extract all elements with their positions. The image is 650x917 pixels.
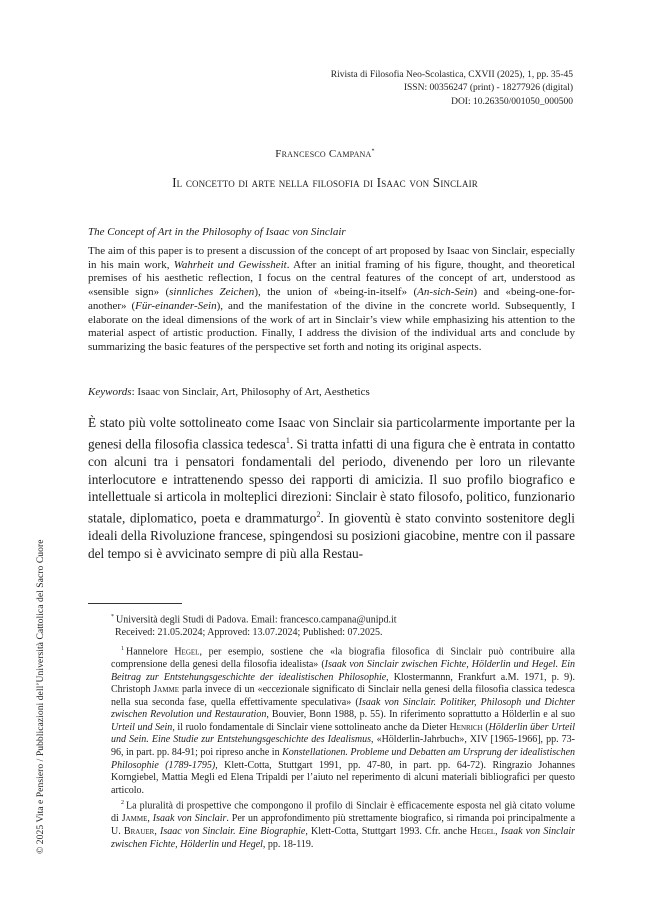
keywords-label: Keywords — [88, 386, 132, 398]
note-segment: , — [154, 825, 161, 837]
note-segment: , per esempio, sostiene che «la biografia filosofica di Sinclair può contribuire alla comprensione della genesi della filosofia idealista» ( — [111, 646, 575, 670]
publication-dates: Received: 21.05.2024; Approved: 13.07.2024; Published: 07.2025. — [115, 627, 383, 639]
cited-work: Hölderlin über Urteil und Sein. Eine Studie zur Entstehungsgeschichte des Idealismus — [111, 721, 575, 746]
abstract-english-title: The Concept of Art in the Philosophy of Isaac von Sinclair — [88, 226, 346, 238]
note-segment: , — [495, 825, 501, 837]
abstract-segment: ), the union of «being-in-itself» ( — [254, 286, 418, 299]
cited-author: Henrich — [449, 721, 483, 733]
author-affiliation: Università degli Studi di Padova. Email: francesco.campana@unipd.it — [116, 614, 397, 626]
footnote-ref[interactable]: 1 — [285, 435, 290, 445]
abstract-segment: . After an initial framing of his figure, thought, and theoretical premises of his aesthetic reflection, I focus on the central features of the concept of art, understood as «sensible sign» ( — [88, 258, 575, 299]
body-segment: . Si tratta infatti di una figura che è entrata in contatto con alcuni tra i pensatori fondamentali del periodo, divenendo per loro un rilevante interlocutore e intrattenendo spesso dei rapporti di amicizia. Il suo profilo biografico e intellettuale si articola in molteplici direzioni: Sinclair è stato filosofo, politico, funzionario statale, diplomatico, poeta e drammaturgo — [88, 436, 575, 526]
abstract-segment: ), and the manifestation of the divine in the concrete world. Subsequently, I elaborate on the ideal dimensions of the work of art in Sinclair’s view while emphasizing his attention to the material aspect of artistic production. Finally, I address the division of the individual arts and conclude by summarizing the basic features of the perspective set forth and noting its original aspects. — [88, 299, 575, 353]
note-segment: , Klostermannn, Frankfurt a.M. 1971, p. 9). Christoph — [111, 671, 575, 696]
note-segment: parla invece di un «eccezionale significato di Sinclair nella genesi della filosofia classica tedesca nella sua seconda fase, quella effettivamente speculativa» ( — [111, 684, 575, 708]
cited-work: Urteil und Sein — [111, 721, 173, 733]
note-segment: , Klett-Cotta, Stuttgart 1991, pp. 47-80, in part. pp. 64-72). Ringrazio Johannes Korngiebel, Mattia Megli ed Elena Tripaldi per l’aiuto nel reperimento di alcuni materiali bibliografici per questo articolo. — [111, 759, 576, 796]
footnote-ref[interactable]: 2 — [316, 509, 321, 519]
cited-author: Brauer — [123, 825, 155, 837]
cited-work: Isaak von Sinclair — [152, 813, 227, 825]
footnote-number: 1 — [121, 646, 124, 652]
note-segment: ( — [482, 721, 489, 733]
journal-issn: ISSN: 00356247 (print) - 18277926 (digital) — [403, 83, 573, 94]
footnote-1 — [111, 643, 575, 797]
article-author — [0, 148, 650, 160]
body-paragraph — [88, 414, 575, 562]
author-footnote — [111, 611, 397, 639]
note-segment: , Bouvier, Bonn 1988, p. 55). In riferimento soprattutto a Hölderlin e al suo — [266, 709, 576, 721]
abstract-work-title: Wahrheit und Gewissheit — [173, 258, 287, 271]
cited-work: Konstellationen. Probleme und Debatten am Ursprung der idealistischen Philosophie (1789-1795) — [111, 747, 576, 771]
footnotes — [111, 643, 575, 851]
cited-author: Hegel — [174, 646, 200, 658]
journal-header — [331, 69, 573, 109]
article-title: Il concetto di arte nella filosofia di Isaac von Sinclair — [172, 175, 478, 190]
cited-author: Jamme — [153, 684, 180, 696]
cited-work: Isaak von Sinclair zwischen Fichte, Hölderlin und Hegel — [111, 825, 576, 850]
journal-citation: Rivista di Filosofia Neo-Scolastica, CXVII (2025), 1, pp. 35-45 — [330, 70, 573, 80]
abstract-segment: The aim of this paper is to present a discussion of the concept of art proposed by Isaac von Sinclair, especially in his main work, — [88, 245, 575, 271]
cited-work: Isaac von Sinclair. Eine Biographie — [160, 825, 306, 837]
footnote-2 — [111, 797, 575, 851]
note-segment: La pluralità di prospettive che compongono il profilo di Sinclair è efficacemente esposta nel già citato volume di — [111, 800, 575, 825]
cited-work: Isaak von Sinclair. Politiker, Philosoph und Dichter zwischen Revolution und Restauration — [111, 696, 575, 721]
note-segment: , Klett-Cotta, Stuttgart 1993. Cfr. anche — [305, 825, 471, 837]
abstract-segment: ) and «being-one-for-another» ( — [88, 286, 575, 312]
note-segment: , «Hölderlin-Jahrbuch», XIV [1965-1966], pp. 73-96, in part. pp. 84-91; poi ripreso anche in — [111, 734, 575, 759]
author-name: Francesco Campana — [275, 148, 372, 160]
abstract-term: An-sich-Sein — [417, 286, 474, 299]
footnote-separator — [88, 603, 182, 604]
note-segment: , — [147, 813, 153, 825]
abstract-term: Für-einander-Sein — [135, 299, 217, 312]
note-segment: . Per un approfondimento più strettamente biografico, si rimanda poi principalmente a U. — [111, 813, 576, 837]
note-segment: , il ruolo fondamentale di Sinclair viene sottolineato anche da Dieter — [172, 721, 450, 733]
abstract-term: sinnliches Zeichen — [169, 286, 255, 299]
cited-author: Jamme — [121, 813, 148, 825]
keywords-list: : Isaac von Sinclair, Art, Philosophy of Art, Aesthetics — [131, 386, 370, 398]
cited-work: Isaak von Sinclair zwischen Fichte, Hölderlin und Hegel. Ein Beitrag zur Entstehungsgeschichte der idealistischen Philosophie — [111, 658, 575, 683]
abstract-text — [88, 245, 575, 355]
body-segment: È stato più volte sottolineato come Isaac von Sinclair sia particolarmente importante per la genesi della filosofia classica tedesca — [88, 415, 575, 452]
cited-author: Hegel — [470, 825, 496, 837]
copyright-sidebar: © 2025 Vita e Pensiero / Pubblicazioni dell’Università Cattolica del Sacro Cuore — [35, 539, 46, 854]
author-footnote-mark: * — [371, 148, 375, 155]
body-segment: . In gioventù è stato convinto sostenitore degli ideali della Rivoluzione francese, spingendosi su posizioni giacobine, mentre con il passare del tempo si è avvicinato sempre di più alla Restau- — [88, 510, 575, 561]
keywords — [88, 386, 370, 398]
footnote-number: 2 — [121, 800, 124, 807]
note-segment: , pp. 18-119. — [262, 838, 314, 850]
footnote-mark: * — [111, 614, 114, 620]
note-segment: Hannelore — [126, 646, 175, 658]
journal-doi: DOI: 10.26350/001050_000500 — [451, 96, 573, 107]
